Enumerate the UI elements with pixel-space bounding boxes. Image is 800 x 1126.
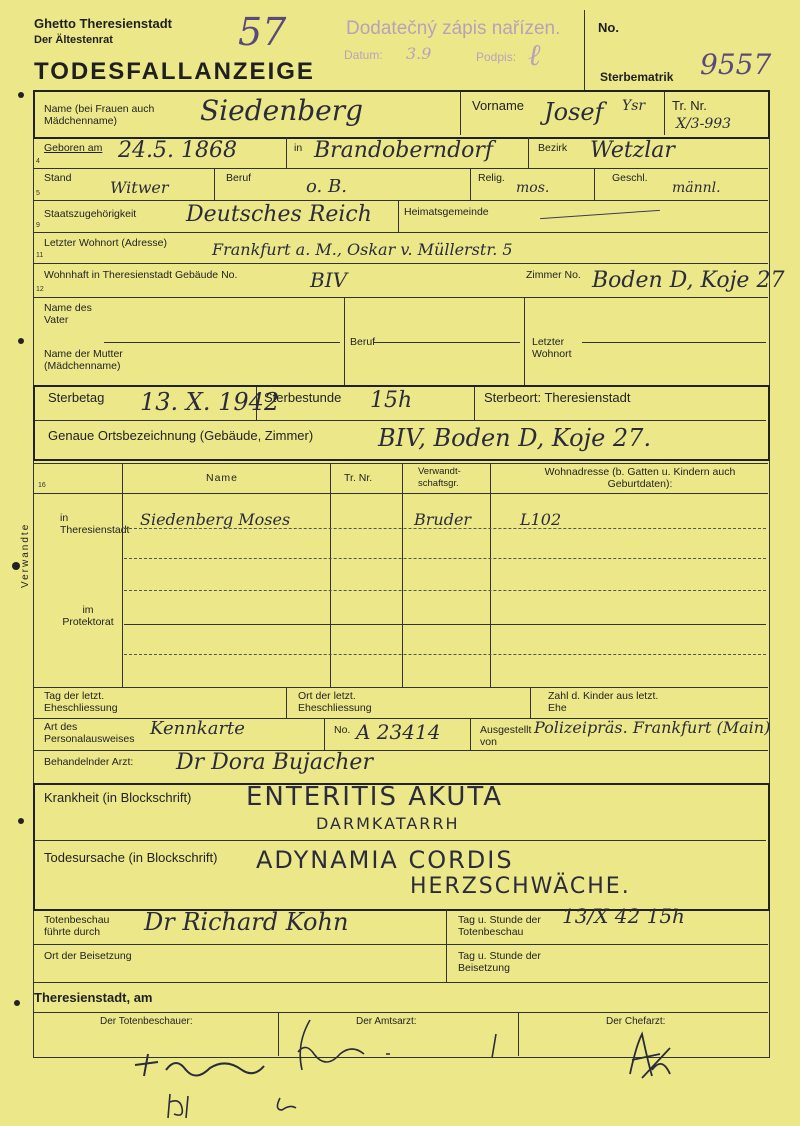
col-trnr-label: Tr. Nr. bbox=[344, 472, 373, 484]
stand-label: Stand bbox=[44, 172, 72, 184]
totenbeschauer-label: Der Totenbeschauer: bbox=[100, 1016, 193, 1027]
in-value: Brandoberndorf bbox=[314, 138, 494, 163]
arzt-value: Dr Dora Bujacher bbox=[176, 750, 373, 775]
col-name-label: Name bbox=[206, 472, 239, 484]
krankheit-label: Krankheit (in Blockschrift) bbox=[44, 790, 192, 805]
totenbeschau-label: Totenbeschau führte durch bbox=[44, 914, 110, 938]
relatives-side-label: Verwandte bbox=[20, 522, 31, 588]
ortsbez-value: BIV, Boden D, Koje 27. bbox=[378, 424, 652, 452]
stamp-line1: Dodatečný zápis nařízen. bbox=[346, 18, 561, 39]
punch-hole bbox=[12, 562, 20, 570]
trnr-value: X/3-993 bbox=[676, 116, 732, 132]
punch-hole bbox=[18, 818, 24, 824]
death-certificate-page: Ghetto Theresienstadt Der Ältestenrat TODESFALLANZEIGE 57 Dodatečný zápis nařízen. Datum: 3.9 Podpis: ℓ No. Sterbematrik 9557 Name (bei Frauen auch Mädchenname) Siedenberg Vorname Josef Ysr Tr. Nr. X/3-993 Geboren am 24.5. 1868 in Brandoberndorf Bezirk Wetzlar 4 Stand Witwer Beruf o. B. Relig. mos. Geschl. männl. 5 Staatszugehörigkeit Deutsches Reich Heimatsgemeinde 9 Letzter Wohnort (Adresse) Frankfurt a. M., Oskar v. Müllerstr. 5 11 Wohnhaft in Theresienstadt Gebäude No. BIV Zimmer No. Boden D, Koje 27 12 Name des Vater Name der Mutter (Mädchenname) Beruf Letzter Wohnort Sterbetag 13. X. 1942 Sterbestunde 15h Sterbeort: Theresienstadt Genaue Ortsbezeichnung (Gebäude, Zimmer) BIV, Boden D, Koje 27. Name Tr. Nr. Verwandt-schaftsgr. Wohnadresse (b. Gatten u. Kindern auch Geburtdaten): 16 Verwandte in Theresienstadt im Protektorat Siedenberg Moses Bruder L102 Tag der letzt. Eheschliessung Ort der letzt. Eheschliessung Zahl d. Kinder aus letzt. Ehe Art des Personalausweises Kennkarte No. A 23414 Ausgestellt von Polizeipräs. Frankfurt (Main) Behandelnder Arzt: Dr Dora Bujacher Krankheit (in Blockschrift) ENTERITIS AKUTA DARMKATARRH Todesursache (in Blockschrift) ADYNAMIA CORDIS HERZSCHWÄCHE. Totenbeschau führte durch Dr Richard Kohn Tag u. Stunde der Totenbeschau 13/X 42 15h Ort der Beisetzung Tag u. Stunde der Beisetzung Theresienstadt, am Der Totenbeschauer: Der Amtsarzt: Der Chefarzt: bbox=[0, 0, 800, 1126]
amtsarzt-label: Der Amtsarzt: bbox=[356, 1016, 417, 1027]
stand-value: Witwer bbox=[110, 178, 169, 197]
stamp-podpis-signature: ℓ bbox=[528, 38, 541, 73]
chefarzt-label: Der Chefarzt: bbox=[606, 1016, 666, 1027]
punch-hole bbox=[18, 338, 24, 344]
theresienstadt-am-label: Theresienstadt, am bbox=[34, 990, 153, 1005]
staat-value: Deutsches Reich bbox=[186, 202, 372, 227]
in-label: in bbox=[294, 142, 303, 154]
sterbeort-label: Sterbeort: Theresienstadt bbox=[484, 390, 631, 405]
beruf-value: o. B. bbox=[306, 176, 347, 197]
in-theresienstadt-label: in Theresienstadt bbox=[60, 512, 130, 536]
name-label: Name (bei Frauen auch Mädchenname) bbox=[44, 103, 155, 127]
ursache-label: Todesursache (in Blockschrift) bbox=[44, 850, 218, 865]
relative-relation: Bruder bbox=[414, 510, 472, 529]
vorname-label: Vorname bbox=[472, 98, 525, 113]
relative-name: Siedenberg Moses bbox=[140, 510, 291, 529]
sterbematrik-value: 9557 bbox=[700, 48, 772, 81]
bezirk-value: Wetzlar bbox=[590, 138, 675, 163]
amtsarzt-signature bbox=[286, 1014, 506, 1074]
bottom-marks bbox=[160, 1088, 320, 1122]
arzt-label: Behandelnder Arzt: bbox=[44, 756, 134, 768]
relig-value: mos. bbox=[516, 180, 550, 196]
header-divider bbox=[584, 10, 585, 90]
sterbematrik-label: Sterbematrik bbox=[600, 70, 674, 84]
sterbestunde-value: 15h bbox=[370, 388, 413, 413]
zimmer-label: Zimmer No. bbox=[526, 269, 581, 281]
bezirk-label: Bezirk bbox=[538, 142, 568, 154]
geboren-label: Geboren am bbox=[44, 142, 103, 154]
col-adresse-label: Wohnadresse (b. Gatten u. Kindern auch Geburtdaten): bbox=[544, 466, 736, 490]
geschl-value: männl. bbox=[672, 180, 721, 196]
geboren-value: 24.5. 1868 bbox=[118, 138, 237, 163]
stamp-podpis-label: Podpis: bbox=[476, 50, 517, 64]
krankheit-line2: DARMKATARRH bbox=[316, 814, 460, 833]
heimat-label: Heimatsgemeinde bbox=[404, 206, 489, 218]
totenbeschau-value: Dr Richard Kohn bbox=[144, 908, 349, 936]
wohnort-value: Frankfurt a. M., Oskar v. Müllerstr. 5 bbox=[212, 240, 513, 259]
tag-beisetzung-label: Tag u. Stunde der Beisetzung bbox=[458, 950, 541, 974]
no-label: No. bbox=[598, 20, 619, 35]
relig-label: Relig. bbox=[478, 172, 505, 184]
zimmer-value: Boden D, Koje 27 bbox=[592, 268, 785, 293]
org-subname: Der Ältestenrat bbox=[34, 34, 113, 46]
parent-beruf-label: Beruf bbox=[350, 336, 376, 348]
art-ausweis-value: Kennkarte bbox=[150, 718, 245, 739]
ausgestellt-value: Polizeipräs. Frankfurt (Main) bbox=[534, 718, 771, 737]
vorname-note: Ysr bbox=[622, 98, 646, 114]
letzter-wohnort-label: Letzter Wohnort bbox=[532, 336, 572, 360]
wohnort-label: Letzter Wohnort (Adresse) bbox=[44, 237, 167, 249]
geschl-label: Geschl. bbox=[612, 172, 648, 184]
ort-eheschliessung-label: Ort der letzt. Eheschliessung bbox=[298, 690, 372, 714]
im-protektorat-label: im Protektorat bbox=[62, 604, 114, 628]
beruf-label: Beruf bbox=[226, 172, 252, 184]
mutter-label: Name der Mutter (Mädchenname) bbox=[44, 348, 123, 372]
totenbeschauer-signature bbox=[130, 1040, 270, 1080]
punch-hole bbox=[18, 92, 24, 98]
stamp-datum-label: Datum: bbox=[344, 48, 383, 62]
col-verwandt-label: Verwandt-schaftsgr. bbox=[418, 466, 461, 489]
stamp-datum-value: 3.9 bbox=[406, 44, 432, 63]
tag-eheschliessung-label: Tag der letzt. Eheschliessung bbox=[44, 690, 118, 714]
staat-label: Staatszugehörigkeit bbox=[44, 208, 137, 220]
vater-label: Name des Vater bbox=[44, 302, 92, 326]
chefarzt-signature bbox=[622, 1026, 682, 1086]
handwritten-number: 57 bbox=[238, 10, 287, 54]
ortsbez-label: Genaue Ortsbezeichnung (Gebäude, Zimmer) bbox=[48, 428, 314, 443]
punch-hole bbox=[14, 1000, 20, 1006]
gebaeude-value: BIV bbox=[310, 268, 348, 292]
ausgestellt-label: Ausgestellt von bbox=[480, 724, 532, 748]
krankheit-line1: ENTERITIS AKUTA bbox=[246, 782, 504, 812]
vorname-value: Josef bbox=[544, 98, 604, 126]
ursache-line2: HERZSCHWÄCHE. bbox=[410, 874, 631, 899]
relative-address: L102 bbox=[520, 510, 562, 529]
ort-beisetzung-label: Ort der Beisetzung bbox=[44, 950, 132, 962]
tag-stunde-value: 13/X 42 15h bbox=[562, 904, 685, 928]
sterbestunde-label: Sterbestunde bbox=[264, 390, 342, 405]
trnr-label: Tr. Nr. bbox=[672, 98, 707, 113]
name-value: Siedenberg bbox=[200, 94, 364, 127]
tag-stunde-label: Tag u. Stunde der Totenbeschau bbox=[458, 914, 541, 938]
org-name: Ghetto Theresienstadt bbox=[34, 16, 172, 31]
sterbetag-value: 13. X. 1942 bbox=[140, 388, 280, 416]
form-title: TODESFALLANZEIGE bbox=[34, 58, 315, 85]
ursache-line1: ADYNAMIA CORDIS bbox=[256, 846, 514, 874]
ausweis-no-value: A 23414 bbox=[356, 720, 441, 744]
ausweis-no-label: No. bbox=[334, 724, 351, 736]
zahl-kinder-label: Zahl d. Kinder aus letzt. Ehe bbox=[548, 690, 659, 714]
sterbetag-label: Sterbetag bbox=[48, 390, 105, 405]
gebaeude-label: Wohnhaft in Theresienstadt Gebäude No. bbox=[44, 269, 238, 281]
art-ausweis-label: Art des Personalausweises bbox=[44, 721, 135, 745]
